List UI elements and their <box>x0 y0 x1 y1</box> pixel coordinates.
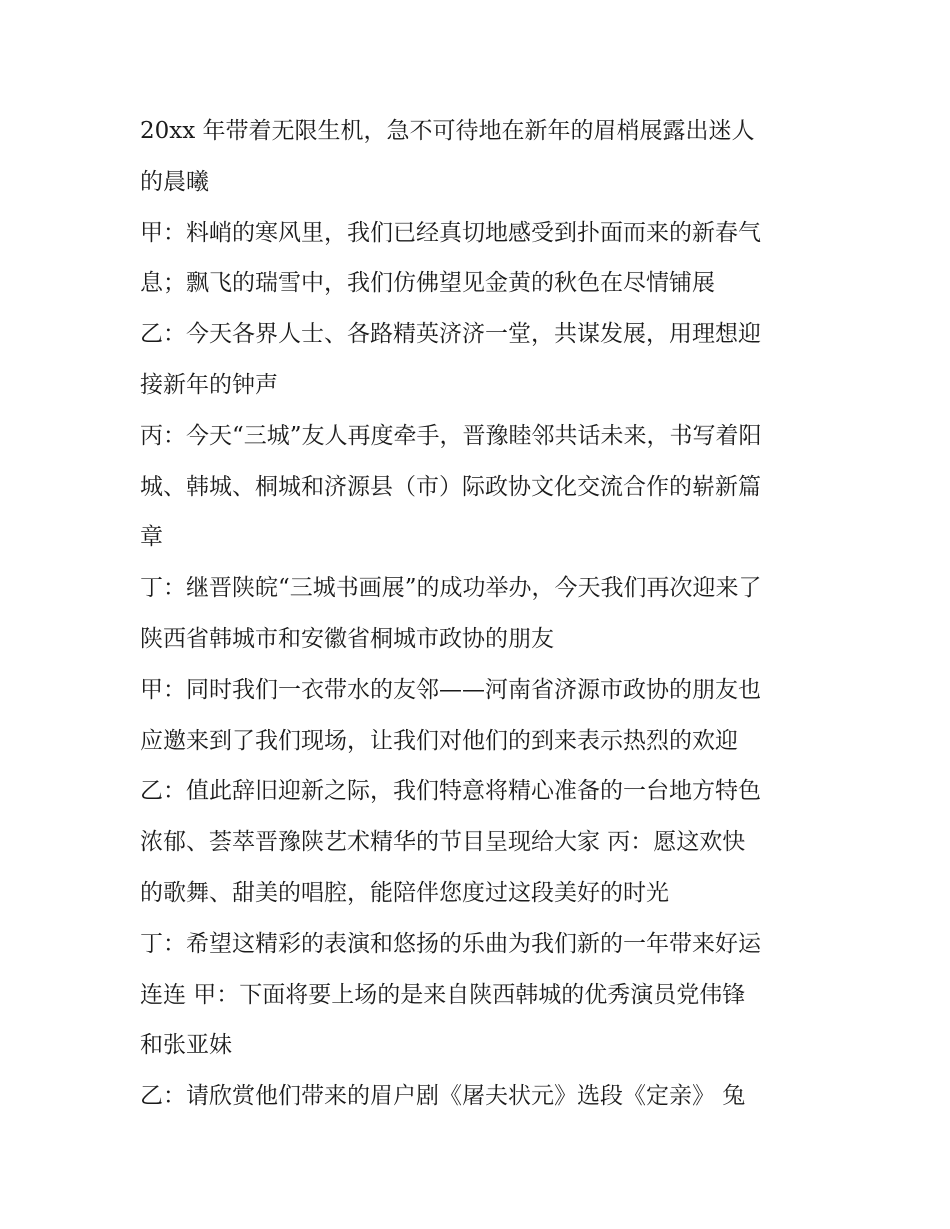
text-line-10: 丁：继晋陕皖“三城书画展”的成功举办，今天我们再次迎来了 <box>140 575 762 602</box>
text-line-8: 城、韩城、桐城和济源县（市）际政协文化交流合作的崭新篇 <box>140 473 761 500</box>
text-line-14: 乙：值此辞旧迎新之际，我们特意将精心准备的一台地方特色 <box>140 778 761 805</box>
text-line-6: 接新年的钟声 <box>140 371 278 398</box>
document-body <box>140 106 820 1122</box>
text-line-3: 甲：料峭的寒风里，我们已经真切地感受到扑面而来的新春气 <box>140 219 761 246</box>
text-line-13: 应邀来到了我们现场，让我们对他们的到来表示热烈的欢迎 <box>140 727 738 754</box>
text-line-11: 陕西省韩城市和安徽省桐城市政协的朋友 <box>140 625 554 652</box>
text-line-15: 浓郁、荟萃晋豫陕艺术精华的节目呈现给大家 丙：愿这欢快 <box>140 829 746 856</box>
text-line-5: 乙：今天各界人士、各路精英济济一堂，共谋发展，用理想迎 <box>140 321 761 348</box>
text-line-12: 甲：同时我们一衣带水的友邻——河南省济源市政协的朋友也 <box>140 676 761 703</box>
text-line-4: 息；飘飞的瑞雪中，我们仿佛望见金黄的秋色在尽情铺展 <box>140 270 715 297</box>
text-line-18: 连连 甲：下面将要上场的是来自陕西韩城的优秀演员党伟锋 <box>140 981 746 1008</box>
text-line-1: 20xx 年带着无限生机，急不可待地在新年的眉梢展露出迷人 <box>140 118 755 144</box>
text-line-9: 章 <box>140 524 163 551</box>
text-line-20: 乙：请欣赏他们带来的眉户剧《屠夫状元》选段《定亲》 兔 <box>140 1083 746 1110</box>
text-line-17: 丁：希望这精彩的表演和悠扬的乐曲为我们新的一年带来好运 <box>140 930 761 957</box>
text-line-16: 的歌舞、甜美的唱腔，能陪伴您度过这段美好的时光 <box>140 879 669 906</box>
text-line-7: 丙：今天“三城”友人再度牵手，晋豫睦邻共话未来，书写着阳 <box>140 422 762 449</box>
text-line-19: 和张亚妹 <box>140 1032 232 1059</box>
text-line-2: 的晨曦 <box>140 168 209 195</box>
